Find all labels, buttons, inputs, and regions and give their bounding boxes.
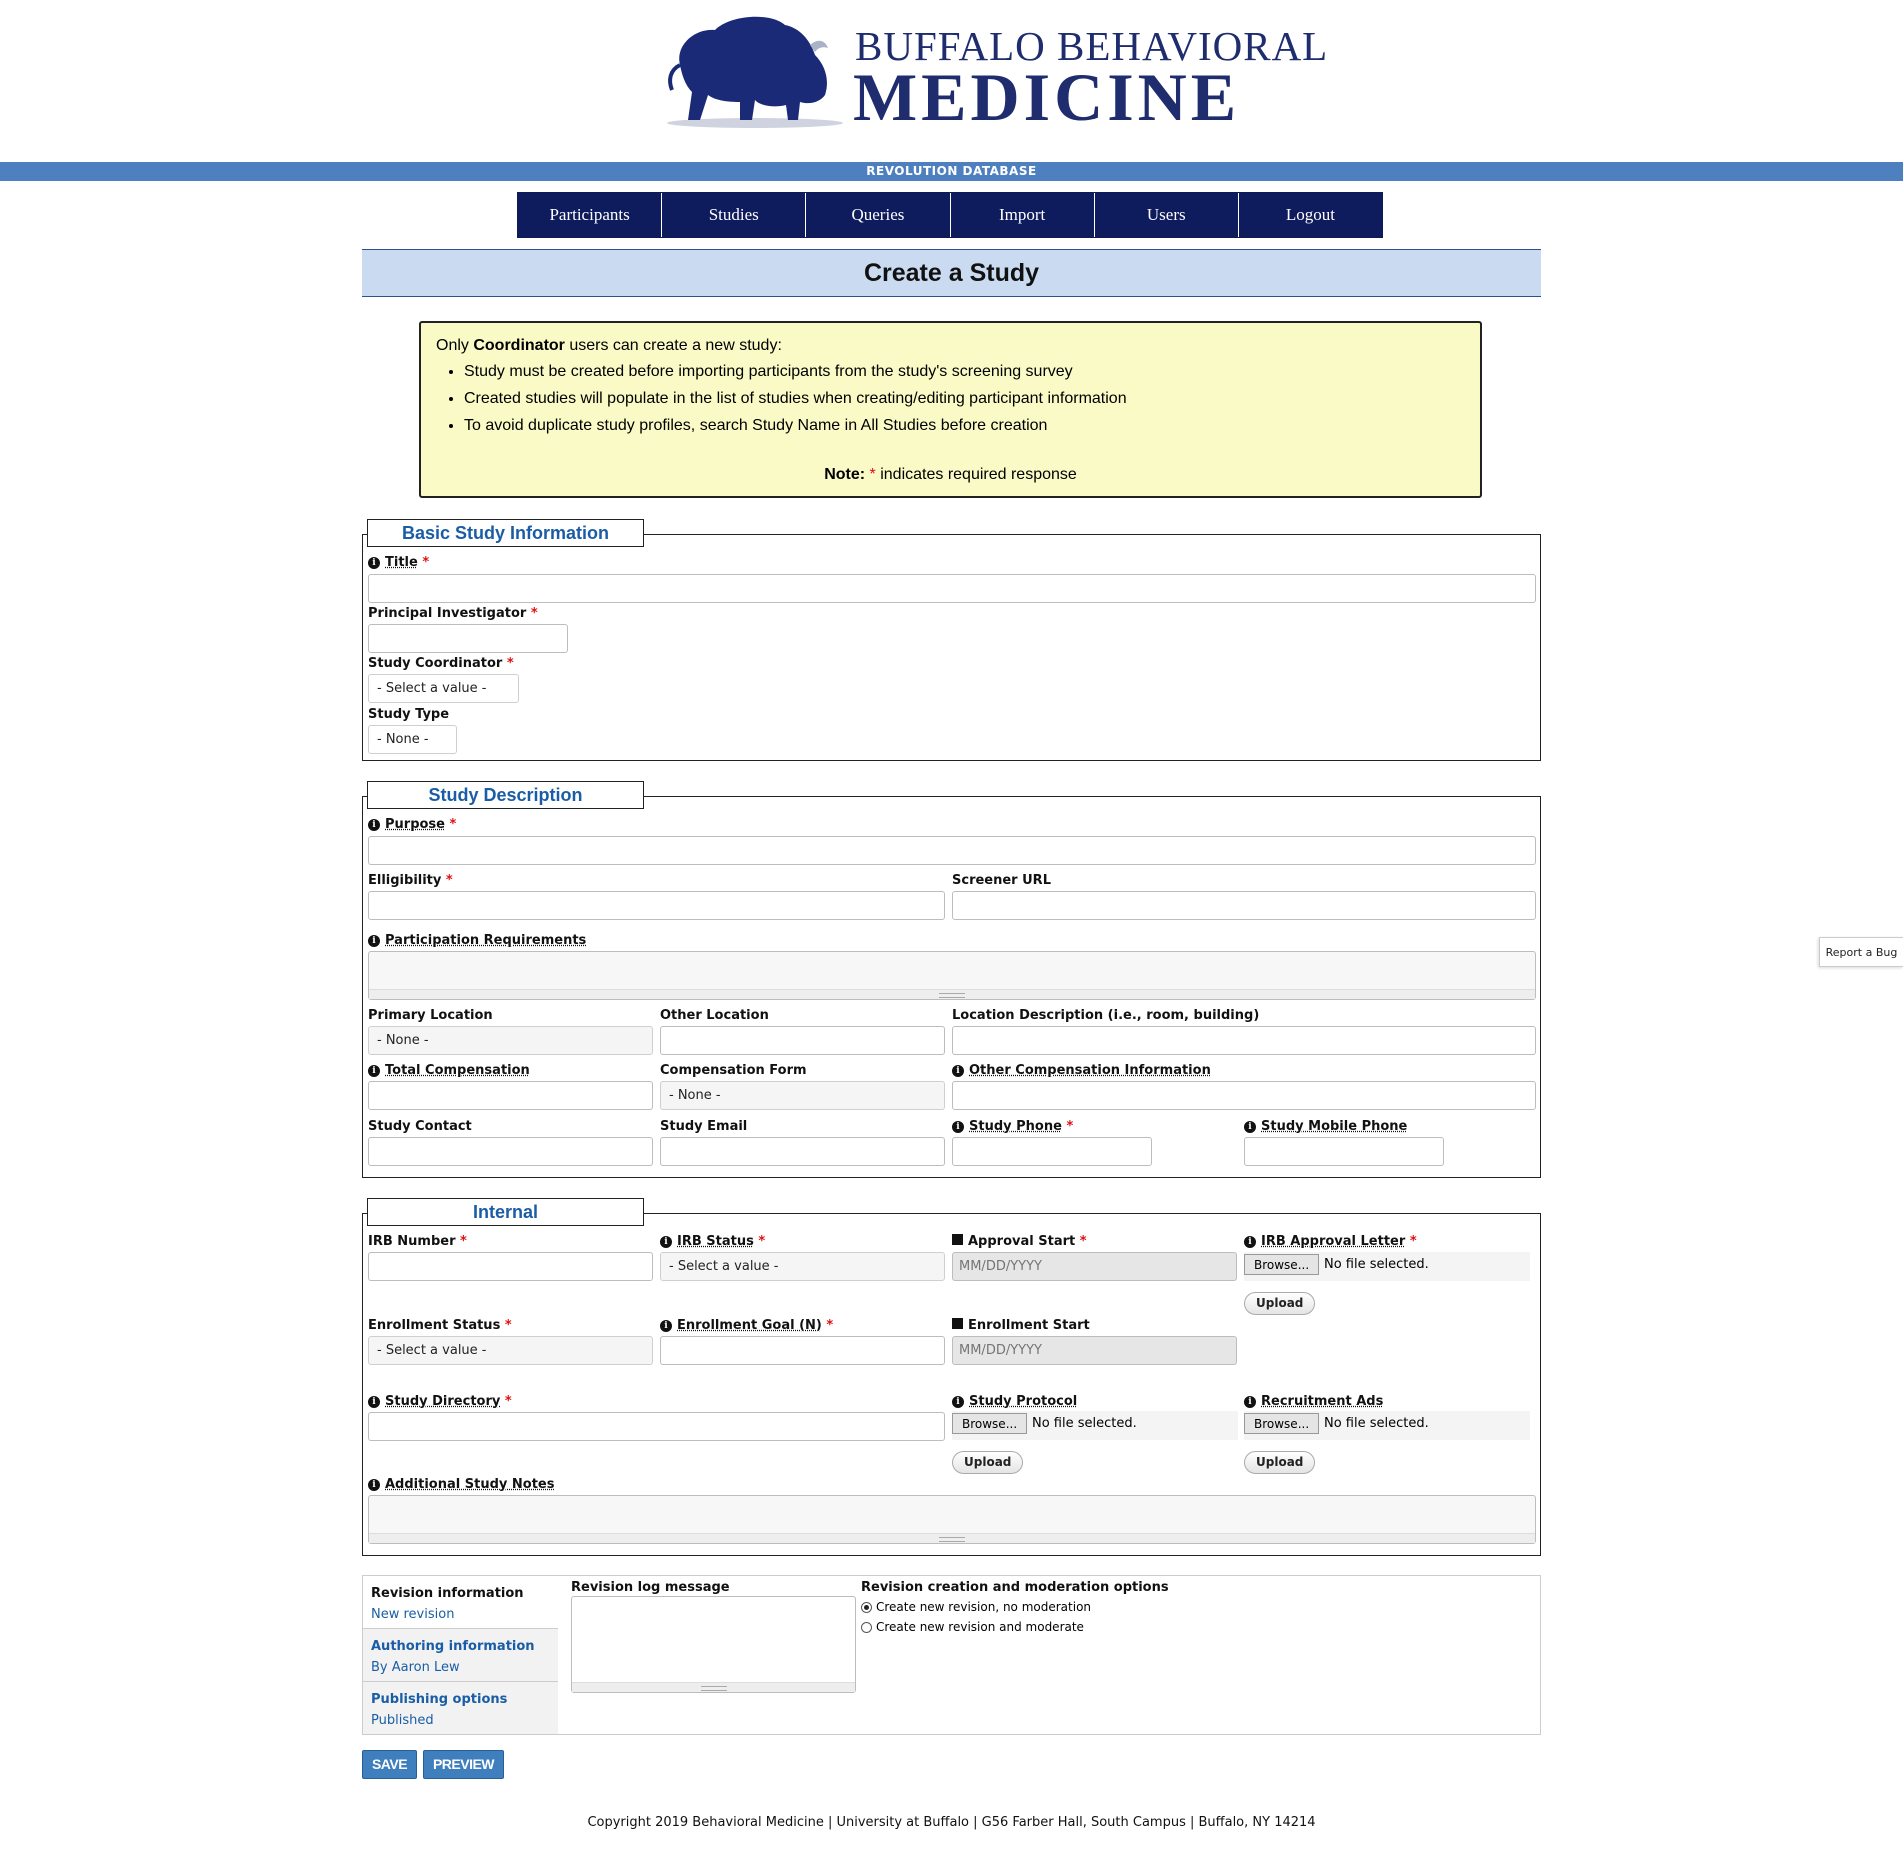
tab-publishing-options[interactable] (363, 1682, 558, 1734)
info-icon[interactable]: i (660, 1320, 672, 1332)
tab-summary: New revision (371, 1607, 455, 1622)
protocol-file (952, 1411, 1238, 1440)
irb-number-label: IRB Number * (368, 1234, 467, 1249)
notice-box (419, 321, 1482, 498)
page-title: Create a Study (863, 259, 1040, 287)
legend-description: Study Description (367, 781, 644, 809)
notice-intro-pre: Only (436, 337, 474, 354)
notice-intro-bold: Coordinator (473, 337, 565, 354)
no-file-text: No file selected. (1324, 1257, 1429, 1272)
radio-moderate[interactable] (861, 1620, 1084, 1634)
notes-label: i Additional Study Notes (368, 1477, 554, 1492)
irb-letter-upload-button[interactable]: Upload (1244, 1292, 1315, 1315)
note-label: Note: (824, 466, 866, 483)
coordinator-label: Study Coordinator * (368, 656, 514, 671)
enroll-status-label: Enrollment Status * (368, 1318, 512, 1333)
revision-options-label: Revision creation and moderation options (861, 1580, 1169, 1595)
nav-participants[interactable]: Participants (518, 193, 662, 237)
info-icon[interactable]: i (1244, 1396, 1256, 1408)
total-comp-label: i Total Compensation (368, 1063, 530, 1078)
participation-label: i Participation Requirements (368, 933, 586, 948)
irb-letter-label: i IRB Approval Letter * (1244, 1234, 1417, 1249)
info-icon[interactable]: i (1244, 1121, 1256, 1133)
revision-log-textarea[interactable] (571, 1596, 856, 1693)
title-input[interactable] (368, 574, 1536, 603)
purpose-input[interactable] (368, 836, 1536, 865)
phone-label: i Study Phone * (952, 1119, 1073, 1134)
preview-button[interactable]: PREVIEW (423, 1750, 504, 1779)
resize-grip[interactable] (369, 989, 1535, 999)
contact-input[interactable] (368, 1137, 653, 1166)
tab-authoring-info[interactable] (363, 1629, 558, 1682)
location-desc-input[interactable] (952, 1026, 1536, 1055)
pi-input[interactable] (368, 624, 568, 653)
revision-log-label: Revision log message (571, 1580, 730, 1595)
tab-summary: Published (371, 1713, 434, 1728)
screener-input[interactable] (952, 891, 1536, 920)
protocol-upload-button[interactable]: Upload (952, 1451, 1023, 1474)
directory-input[interactable] (368, 1412, 945, 1441)
directory-label: i Study Directory * (368, 1394, 512, 1409)
radio-no-moderation[interactable] (861, 1600, 1091, 1614)
nav-import[interactable]: Import (951, 193, 1095, 237)
notice-list (436, 363, 1127, 444)
pi-label: Principal Investigator * (368, 606, 538, 621)
enroll-status-select[interactable]: - Select a value - (368, 1336, 653, 1365)
info-icon[interactable]: i (368, 1065, 380, 1077)
notice-bullet: • To avoid duplicate study profiles, search Study Name in All Studies before creation (464, 417, 1127, 435)
coordinator-select[interactable]: - Select a value - (368, 674, 519, 703)
info-icon[interactable]: i (368, 1479, 380, 1491)
ads-file (1244, 1411, 1530, 1440)
tab-title: Authoring information (371, 1639, 535, 1654)
participation-textarea[interactable] (368, 951, 1536, 1000)
tab-title: Revision information (371, 1586, 524, 1601)
calendar-icon (952, 1318, 963, 1329)
revision-box (362, 1575, 1541, 1735)
notice-intro (436, 337, 782, 355)
screener-label: Screener URL (952, 873, 1051, 888)
tab-revision-info[interactable] (363, 1576, 558, 1629)
other-comp-label: i Other Compensation Information (952, 1063, 1211, 1078)
info-icon[interactable]: i (660, 1236, 672, 1248)
browse-button[interactable]: Browse... (1244, 1413, 1319, 1434)
tab-summary: By Aaron Lew (371, 1660, 460, 1675)
notice-bullet: • Created studies will populate in the list of studies when creating/editing participant information (464, 390, 1127, 408)
irb-status-select[interactable]: - Select a value - (660, 1252, 945, 1281)
radio-unselected[interactable] (861, 1622, 872, 1633)
resize-grip[interactable] (572, 1682, 855, 1692)
notes-textarea[interactable] (368, 1495, 1536, 1544)
resize-grip[interactable] (369, 1533, 1535, 1543)
eligibility-label: Elligibility * (368, 873, 453, 888)
irb-letter-file (1244, 1252, 1530, 1281)
info-icon[interactable]: i (368, 557, 380, 569)
eligibility-input[interactable] (368, 891, 945, 920)
email-input[interactable] (660, 1137, 945, 1166)
irb-status-label: i IRB Status * (660, 1234, 765, 1249)
save-button[interactable]: SAVE (362, 1750, 417, 1779)
nav-studies[interactable]: Studies (662, 193, 806, 237)
notice-note (421, 466, 1480, 484)
info-icon[interactable]: i (952, 1121, 964, 1133)
info-icon[interactable]: i (1244, 1236, 1256, 1248)
logo-text-bottom: MEDICINE (853, 59, 1241, 135)
irb-number-input[interactable] (368, 1252, 653, 1281)
phone-input[interactable] (952, 1137, 1152, 1166)
primary-location-label: Primary Location (368, 1008, 493, 1023)
comp-form-select[interactable]: - None - (660, 1081, 945, 1110)
approval-start-input[interactable] (952, 1252, 1237, 1281)
info-icon[interactable]: i (368, 819, 380, 831)
other-location-label: Other Location (660, 1008, 769, 1023)
main-nav (517, 192, 1383, 238)
footer: Copyright 2019 Behavioral Medicine | University at Buffalo | G56 Farber Hall, South Campus | Buffalo, NY 14214 (587, 1815, 1316, 1830)
other-comp-input[interactable] (952, 1081, 1536, 1110)
protocol-label: i Study Protocol (952, 1394, 1077, 1409)
info-icon[interactable]: i (368, 935, 380, 947)
required-star: * (869, 466, 876, 483)
enroll-start-input[interactable] (952, 1336, 1237, 1365)
notice-bullet: • Study must be created before importing participants from the study's screening survey (464, 363, 1127, 381)
contact-label: Study Contact (368, 1119, 472, 1134)
radio-label: Create new revision and moderate (876, 1620, 1084, 1634)
info-icon[interactable]: i (952, 1065, 964, 1077)
primary-location-select[interactable]: - None - (368, 1026, 653, 1055)
mobile-input[interactable] (1244, 1137, 1444, 1166)
nav-logout[interactable]: Logout (1239, 193, 1382, 237)
calendar-icon (952, 1234, 963, 1245)
info-icon[interactable]: i (368, 1396, 380, 1408)
study-type-label: Study Type (368, 707, 450, 722)
mobile-label: i Study Mobile Phone (1244, 1119, 1407, 1134)
study-type-select[interactable]: - None - (368, 725, 457, 754)
enroll-start-label: Enrollment Start (952, 1318, 1090, 1333)
no-file-text: No file selected. (1324, 1416, 1429, 1431)
legend-internal: Internal (367, 1198, 644, 1226)
legend-basic: Basic Study Information (367, 519, 644, 547)
nav-queries[interactable]: Queries (806, 193, 950, 237)
enroll-goal-input[interactable] (660, 1336, 945, 1365)
approval-start-label: Approval Start * (952, 1234, 1087, 1249)
report-bug-button[interactable]: Report a Bug (1819, 937, 1903, 967)
comp-form-label: Compensation Form (660, 1063, 807, 1078)
no-file-text: No file selected. (1032, 1416, 1137, 1431)
logo-text-top: BUFFALO BEHAVIORAL (855, 23, 1329, 69)
nav-users[interactable]: Users (1095, 193, 1239, 237)
radio-selected[interactable] (861, 1602, 872, 1613)
total-comp-input[interactable] (368, 1081, 653, 1110)
ads-label: i Recruitment Ads (1244, 1394, 1383, 1409)
enroll-goal-label: i Enrollment Goal (N) * (660, 1318, 833, 1333)
ads-upload-button[interactable]: Upload (1244, 1451, 1315, 1474)
database-banner: REVOLUTION DATABASE (0, 162, 1903, 181)
email-label: Study Email (660, 1119, 748, 1134)
location-desc-label: Location Description (i.e., room, building) (952, 1008, 1260, 1023)
tab-title: Publishing options (371, 1692, 508, 1707)
info-icon[interactable]: i (952, 1396, 964, 1408)
title-label: i Title * (368, 555, 429, 570)
note-text: indicates required response (875, 466, 1077, 483)
purpose-label: i Purpose * (368, 817, 456, 832)
page-title-bar (362, 249, 1541, 297)
other-location-input[interactable] (660, 1026, 945, 1055)
browse-button[interactable]: Browse... (952, 1413, 1027, 1434)
radio-label: Create new revision, no moderation (876, 1600, 1092, 1614)
notice-intro-post: users can create a new study: (564, 337, 782, 354)
browse-button[interactable]: Browse... (1244, 1254, 1319, 1275)
site-logo[interactable] (660, 10, 1329, 135)
buffalo-logo-icon (660, 10, 850, 130)
